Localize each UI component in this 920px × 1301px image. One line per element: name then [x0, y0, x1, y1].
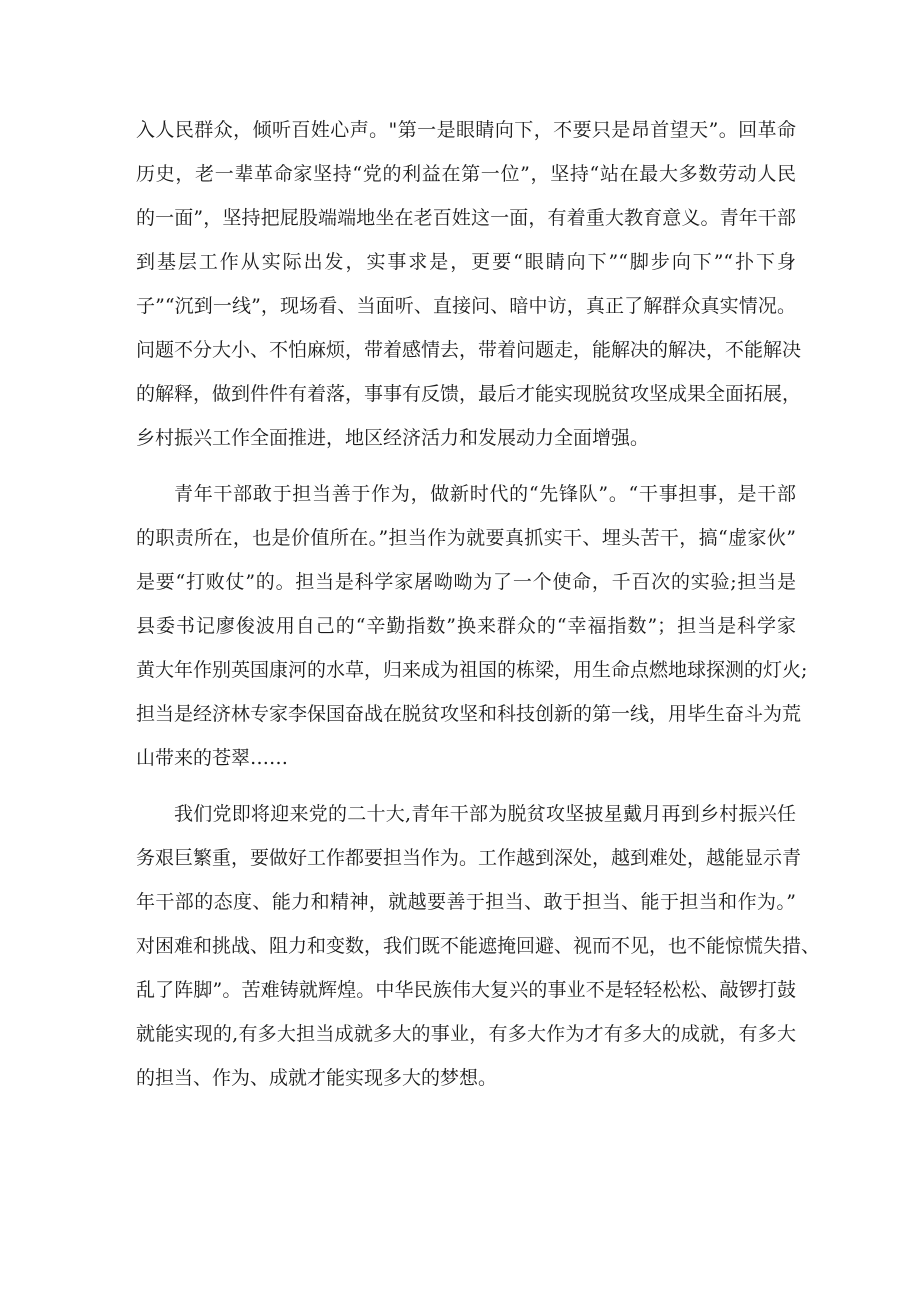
text-line: 务艰巨繁重，要做好工作都要担当作为。工作越到深处，越到难处，越能显示青	[136, 847, 802, 869]
text-line: 到基层工作从实际出发，实事求是，更要“眼睛向下”“脚步向下”“扑下身	[136, 251, 796, 273]
text-line: 黄大年作别英国康河的水草，归来成为祖国的栋梁，用生命点燃地球探测的灯火;	[136, 659, 808, 681]
text-line: 县委书记廖俊波用自己的“辛勤指数”换来群众的“幸福指数”；担当是科学家	[136, 615, 796, 637]
document-page	[136, 108, 821, 1100]
text-line: 是要“打败仗”的。担当是科学家屠呦呦为了一个使命，千百次的实验;担当是	[136, 571, 796, 593]
text-line: 年干部的态度、能力和精神，就越要善于担当、敢于担当、能于担当和作为。”	[136, 891, 796, 913]
text-line: 青年干部敢于担当善于作为，做新时代的“先锋队”。“干事担事，是干部	[174, 483, 796, 505]
paragraph-gap	[136, 460, 796, 472]
paragraph-2	[136, 472, 808, 780]
text-line: 乡村振兴工作全面推进，地区经济活力和发展动力全面增强。	[136, 427, 650, 449]
text-line: 担当是经济林专家李保国奋战在脱贫攻坚和科技创新的第一线，用毕生奋斗为荒	[136, 703, 802, 725]
text-line: 对困难和挑战、阻力和变数，我们既不能遮掩回避、视而不见，也不能惊慌失措、	[136, 935, 821, 957]
text-line: 我们党即将迎来党的二十大,青年干部为脱贫攻坚披星戴月再到乡村振兴任	[174, 803, 796, 825]
paragraph-1	[136, 108, 802, 460]
text-line: 子”“沉到一线”，现场看、当面听、直接问、暗中访，真正了解群众真实情况。	[136, 295, 796, 317]
text-line: 入人民群众，倾听百姓心声。"第一是眼睛向下，不要只是昂首望天”。回革命	[136, 119, 796, 141]
paragraph-gap	[136, 780, 796, 792]
text-line: 的解释，做到件件有着落，事事有反馈，最后才能实现脱贫攻坚成果全面拓展，	[136, 383, 802, 405]
text-line: 乱了阵脚”。苦难铸就辉煌。中华民族伟大复兴的事业不是轻轻松松、敲锣打鼓	[136, 979, 796, 1001]
text-line: 的一面”，坚持把屁股端端地坐在老百姓这一面，有着重大教育意义。青年干部	[136, 207, 796, 229]
text-line: 的担当、作为、成就才能实现多大的梦想。	[136, 1067, 498, 1089]
text-line: 问题不分大小、不怕麻烦，带着感情去，带着问题走，能解决的解决，不能解决	[136, 339, 802, 361]
paragraph-3	[136, 792, 821, 1100]
text-line: 的职责所在，也是价值所在。”担当作为就要真抓实干、埋头苦干，搞“虚家伙”	[136, 527, 796, 549]
text-line: 历史，老一辈革命家坚持“党的利益在第一位”，坚持“站在最大多数劳动人民	[136, 163, 796, 185]
text-line: 山带来的苍翠……	[136, 747, 289, 769]
text-line: 就能实现的,有多大担当成就多大的事业，有多大作为才有多大的成就，有多大	[136, 1023, 796, 1045]
